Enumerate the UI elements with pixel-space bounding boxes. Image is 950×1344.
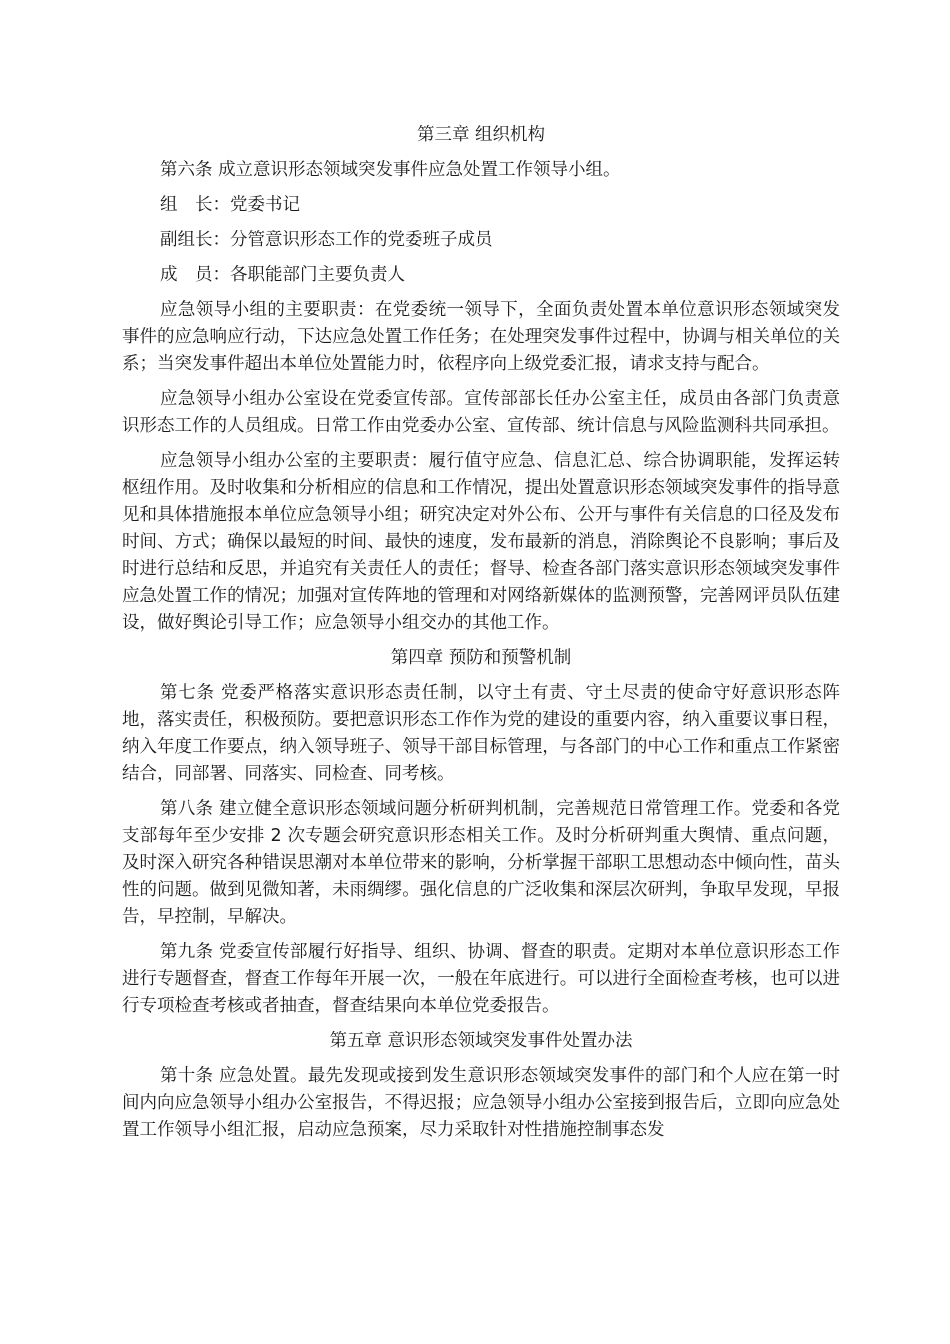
- office-setup: 应急领导小组办公室设在党委宣传部。宣传部部长任办公室主任，成员由各部门负责意识形态工作的人员组成。日常工作由党委办公室、宣传部、统计信息与风险监测科共同承担。: [122, 389, 840, 436]
- chapter-5-title: 第五章 意识形态领域突发事件处置办法: [329, 1031, 633, 1051]
- deputy-leader-line: 副组长：分管意识形态工作的党委班子成员: [160, 230, 493, 250]
- article-10: 第十条 应急处置。最先发现或接到发生意识形态领域突发事件的部门和个人应在第一时间内向应急领导小组办公室报告，不得迟报；应急领导小组办公室接到报告后，立即向应急处置工作领导小组汇报，启动应急预案，尽力采取针对性措施控制事态发: [122, 1066, 840, 1140]
- article-8: 第八条 建立健全意识形态领域问题分析研判机制，完善规范日常管理工作。党委和各党支部每年至少安排 2 次专题会研究意识形态相关工作。及时分析研判重大舆情、重点问题，及时深入研究各种错误思潮对本单位带来的影响，分析掌握干部职工思想动态中倾向性，苗头性的问题。做到见微知著，未雨绸缪。强化信息的广泛收集和深层次研判，争取早发现，早报告，早控制，早解决。: [122, 799, 840, 927]
- article-9: 第九条 党委宣传部履行好指导、组织、协调、督查的职责。定期对本单位意识形态工作进行专题督查，督查工作每年开展一次，一般在年底进行。可以进行全面检查考核，也可以进行专项检查考核或者抽查，督查结果向本单位党委报告。: [122, 942, 840, 1016]
- article-7: 第七条 党委严格落实意识形态责任制，以守土有责、守土尽责的使命守好意识形态阵地，落实责任，积极预防。要把意识形态工作作为党的建设的重要内容，纳入重要议事日程，纳入年度工作要点，纳入领导班子、领导干部目标管理，与各部门的中心工作和重点工作紧密结合，同部署、同落实、同检查、同考核。: [122, 683, 840, 784]
- article-6: 第六条 成立意识形态领域突发事件应急处置工作领导小组。: [160, 160, 621, 180]
- document-page: [122, 122, 840, 1152]
- chapter-4-title: 第四章 预防和预警机制: [390, 648, 572, 668]
- leadership-duties: 应急领导小组的主要职责：在党委统一领导下，全面负责处置本单位意识形态领域突发事件的应急响应行动，下达应急处置工作任务；在处理突发事件过程中，协调与相关单位的关系；当突发事件超出本单位处置能力时，依程序向上级党委汇报，请求支持与配合。: [122, 300, 840, 374]
- chapter-3-title: 第三章 组织机构: [416, 125, 546, 145]
- members-line: 成 员：各职能部门主要负责人: [160, 265, 405, 285]
- leader-line: 组 长：党委书记: [160, 195, 300, 215]
- office-duties: 应急领导小组办公室的主要职责：履行值守应急、信息汇总、综合协调职能，发挥运转枢纽作用。及时收集和分析相应的信息和工作情况，提出处置意识形态领域突发事件的指导意见和具体措施报本单位应急领导小组；研究决定对外公布、公开与事件有关信息的口径及发布时间、方式；确保以最短的时间、最快的速度，发布最新的消息，消除舆论不良影响；事后及时进行总结和反思，并追究有关责任人的责任；督导、检查各部门落实意识形态领域突发事件应急处置工作的情况；加强对宣传阵地的管理和对网络新媒体的监测预警，完善网评员队伍建设，做好舆论引导工作；应急领导小组交办的其他工作。: [122, 451, 840, 633]
